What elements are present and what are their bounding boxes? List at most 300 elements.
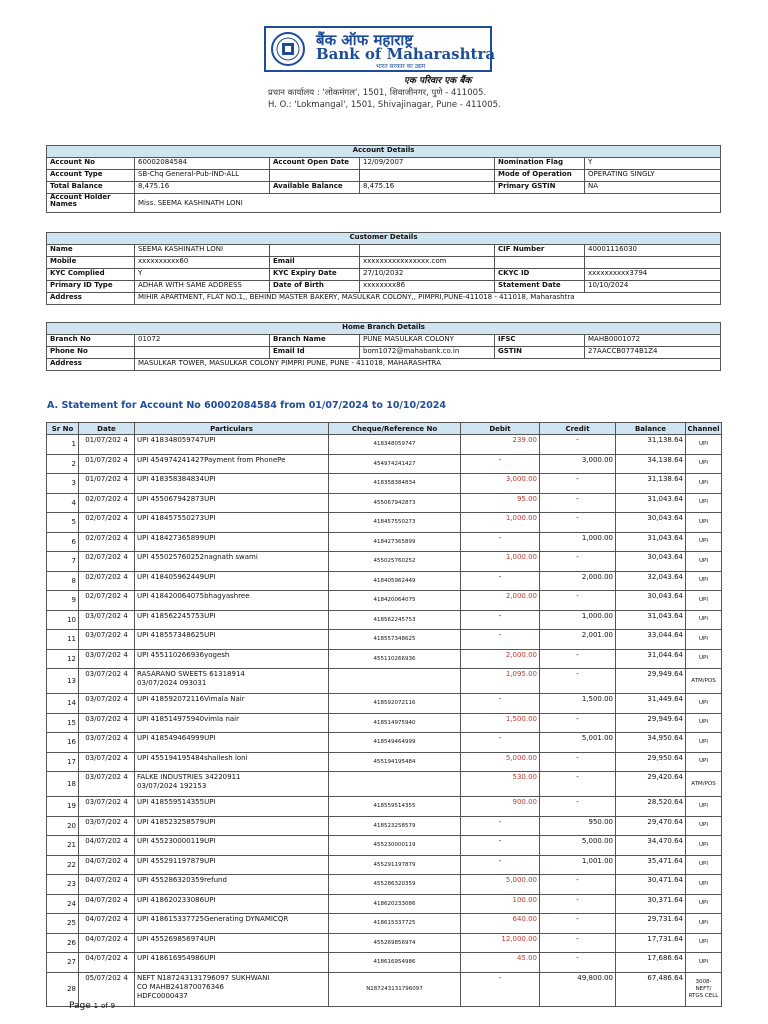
reference-no: 454974241427: [329, 454, 461, 474]
label: Account Open Date: [270, 158, 360, 170]
value: 8,475.16: [135, 182, 270, 194]
sr-no: 12: [47, 649, 79, 669]
table-row: [47, 610, 722, 630]
label: Email Id: [270, 347, 360, 359]
reference-no: 455025760252: [329, 552, 461, 572]
value: xxxxxxxx86: [360, 281, 495, 293]
credit: -: [540, 591, 616, 611]
label: Account No: [47, 158, 135, 170]
credit: -: [540, 933, 616, 953]
channel: UPI: [686, 532, 722, 552]
credit: -: [540, 493, 616, 513]
table-row: [47, 182, 721, 194]
value: SEEMA KASHINATH LONI: [135, 245, 270, 257]
table-row: [47, 894, 722, 914]
statement-title: A. Statement for Account No 60002084584 from 01/07/2024 to 10/10/2024: [47, 400, 447, 411]
txn-date: 03/07/202 4: [79, 649, 135, 669]
account-details-table: [46, 145, 721, 213]
value: 8,475.16: [360, 182, 495, 194]
bank-logo: [264, 26, 496, 72]
balance: 30,471.64: [616, 875, 686, 895]
value: [135, 347, 270, 359]
reference-no: 455230000119: [329, 836, 461, 856]
channel: UPI: [686, 610, 722, 630]
reference-no: 418427365899: [329, 532, 461, 552]
label: Total Balance: [47, 182, 135, 194]
sr-no: 14: [47, 694, 79, 714]
label: Name: [47, 245, 135, 257]
debit: -: [461, 836, 540, 856]
particulars: NEFT N187243131796097 SUKHWANI CO MAHB241870076346 HDFC0000437: [135, 972, 329, 1006]
table-row: [47, 914, 722, 934]
channel: UPI: [686, 933, 722, 953]
debit: -: [461, 855, 540, 875]
debit: -: [461, 816, 540, 836]
reference-no: 418523258579: [329, 816, 461, 836]
table-row: [47, 257, 721, 269]
table-row: [47, 649, 722, 669]
table-row: [47, 855, 722, 875]
customer-address: MIHIR APARTMENT, FLAT NO.1,, BEHIND MASTER BAKERY, MASULKAR COLONY,, PIMPRI,PUNE-411018 - 411018, Maharashtra: [135, 293, 721, 305]
table-row: [47, 669, 722, 694]
sr-no: 11: [47, 630, 79, 650]
credit: -: [540, 752, 616, 772]
label: KYC Complied: [47, 269, 135, 281]
value: xxxxxxxxxxxxxxxx.com: [360, 257, 495, 269]
column-header: Credit: [540, 423, 616, 435]
balance: 17,731.64: [616, 933, 686, 953]
column-header: Channel: [686, 423, 722, 435]
table-row: [47, 493, 722, 513]
debit: 1,000.00: [461, 552, 540, 572]
reference-no: 418358384834: [329, 474, 461, 494]
label: Account Holder Names: [47, 194, 135, 213]
bank-name-english: Bank of Maharashtra: [316, 45, 496, 63]
value: 01072: [135, 335, 270, 347]
table-row: [47, 552, 722, 572]
table-row: [47, 733, 722, 753]
channel: UPI: [686, 875, 722, 895]
particulars: UPI 418559514355UPI: [135, 797, 329, 817]
debit: 5,000.00: [461, 752, 540, 772]
sr-no: 18: [47, 772, 79, 797]
balance: 34,138.64: [616, 454, 686, 474]
particulars: UPI 418616954986UPI: [135, 953, 329, 973]
bank-seal-icon: [270, 31, 306, 67]
credit: 1,000.00: [540, 532, 616, 552]
credit: -: [540, 435, 616, 455]
channel: UPI: [686, 630, 722, 650]
reference-no: 455067942873: [329, 493, 461, 513]
branch-address: MASULKAR TOWER, MASULKAR COLONY PIMPRI PUNE, PUNE - 411018, MAHARASHTRA: [135, 359, 721, 371]
label: Email: [270, 257, 360, 269]
sr-no: 22: [47, 855, 79, 875]
value: 27AACCB0774B1Z4: [585, 347, 721, 359]
table-row: [47, 532, 722, 552]
label: Date of Birth: [270, 281, 360, 293]
table-row: [47, 630, 722, 650]
particulars: UPI 418562245753UPI: [135, 610, 329, 630]
txn-date: 04/07/202 4: [79, 894, 135, 914]
credit: 1,000.00: [540, 610, 616, 630]
value: Y: [585, 158, 721, 170]
column-header: Balance: [616, 423, 686, 435]
label: Address: [47, 293, 135, 305]
sr-no: 10: [47, 610, 79, 630]
txn-date: 04/07/202 4: [79, 953, 135, 973]
particulars: UPI 418523258579UPI: [135, 816, 329, 836]
sr-no: 2: [47, 454, 79, 474]
table-row: [47, 158, 721, 170]
channel: UPI: [686, 894, 722, 914]
sr-no: 15: [47, 713, 79, 733]
balance: 31,138.64: [616, 474, 686, 494]
channel: ATM/POS: [686, 772, 722, 797]
sr-no: 1: [47, 435, 79, 455]
branch-details-table: [46, 322, 721, 371]
channel: UPI: [686, 914, 722, 934]
credit: 2,000.00: [540, 571, 616, 591]
txn-date: 03/07/202 4: [79, 630, 135, 650]
particulars: UPI 454974241427Payment from PhonePe: [135, 454, 329, 474]
credit: 5,000.00: [540, 836, 616, 856]
customer-details-heading: Customer Details: [47, 233, 721, 245]
table-row: [47, 269, 721, 281]
debit: 640.00: [461, 914, 540, 934]
value: SB-Chq General-Pub-IND-ALL: [135, 170, 270, 182]
column-header: Debit: [461, 423, 540, 435]
reference-no: [329, 669, 461, 694]
value: xxxxxxxxxx60: [135, 257, 270, 269]
balance: 34,950.64: [616, 733, 686, 753]
txn-date: 03/07/202 4: [79, 694, 135, 714]
balance: 29,420.64: [616, 772, 686, 797]
credit: -: [540, 953, 616, 973]
txn-date: 02/07/202 4: [79, 591, 135, 611]
balance: 31,138.64: [616, 435, 686, 455]
reference-no: 418562245753: [329, 610, 461, 630]
table-row: [47, 245, 721, 257]
debit: -: [461, 454, 540, 474]
txn-date: 01/07/202 4: [79, 435, 135, 455]
reference-no: 418457550273: [329, 513, 461, 533]
column-header: Date: [79, 423, 135, 435]
reference-no: 418615337725: [329, 914, 461, 934]
channel: UPI: [686, 552, 722, 572]
debit: -: [461, 972, 540, 1006]
particulars: UPI 455269856974UPI: [135, 933, 329, 953]
balance: 30,371.64: [616, 894, 686, 914]
credit: -: [540, 552, 616, 572]
table-row: [47, 170, 721, 182]
table-row: [47, 953, 722, 973]
value: OPERATING SINGLY: [585, 170, 721, 182]
label: Branch No: [47, 335, 135, 347]
label: CKYC ID: [495, 269, 585, 281]
particulars: UPI 455194195484shailesh loni: [135, 752, 329, 772]
channel: UPI: [686, 474, 722, 494]
table-row: [47, 816, 722, 836]
table-row: [47, 347, 721, 359]
value: 12/09/2007: [360, 158, 495, 170]
value: 40001116030: [585, 245, 721, 257]
value: MAHB0001072: [585, 335, 721, 347]
credit: -: [540, 772, 616, 797]
particulars: UPI 418557348625UPI: [135, 630, 329, 650]
column-header: Cheque/Reference No: [329, 423, 461, 435]
particulars: UPI 455110266936yogesh: [135, 649, 329, 669]
label: Primary ID Type: [47, 281, 135, 293]
particulars: FALKE INDUSTRIES 34220911 03/07/2024 192153: [135, 772, 329, 797]
credit: -: [540, 649, 616, 669]
value: [360, 245, 495, 257]
table-row: [47, 933, 722, 953]
table-row: [47, 797, 722, 817]
table-row: [47, 435, 722, 455]
debit: -: [461, 610, 540, 630]
label: Mode of Operation: [495, 170, 585, 182]
value: [360, 170, 495, 182]
bank-name-hindi: बैंक ऑफ महाराष्ट्र: [316, 31, 414, 49]
table-row: [47, 281, 721, 293]
sr-no: 6: [47, 532, 79, 552]
label: Mobile: [47, 257, 135, 269]
txn-date: 03/07/202 4: [79, 816, 135, 836]
label: CIF Number: [495, 245, 585, 257]
value: bom1072@mahabank.co.in: [360, 347, 495, 359]
sr-no: 25: [47, 914, 79, 934]
particulars: UPI 418420064075bhagyashree: [135, 591, 329, 611]
channel: UPI: [686, 649, 722, 669]
particulars: UPI 418427365899UPI: [135, 532, 329, 552]
debit: 3,000.00: [461, 474, 540, 494]
table-row: [47, 293, 721, 305]
txn-date: 03/07/202 4: [79, 733, 135, 753]
reference-no: 455110266936: [329, 649, 461, 669]
credit: 1,500.00: [540, 694, 616, 714]
debit: 2,000.00: [461, 649, 540, 669]
channel: UPI: [686, 713, 722, 733]
head-office-english: H. O.: 'Lokmangal', 1501, Shivajinagar, Pune - 411005.: [268, 100, 501, 110]
value: 60002084584: [135, 158, 270, 170]
balance: 29,731.64: [616, 914, 686, 934]
reference-no: 455194195484: [329, 752, 461, 772]
particulars: UPI 418592072116Vimala Nair: [135, 694, 329, 714]
balance: 28,520.64: [616, 797, 686, 817]
particulars: UPI 455025760252nagnath swami: [135, 552, 329, 572]
balance: 30,043.64: [616, 591, 686, 611]
credit: 5,001.00: [540, 733, 616, 753]
balance: 29,470.64: [616, 816, 686, 836]
balance: 30,043.64: [616, 513, 686, 533]
balance: 17,686.64: [616, 953, 686, 973]
txn-date: 01/07/202 4: [79, 474, 135, 494]
value: PUNE MASULKAR COLONY: [360, 335, 495, 347]
statement-header-row: [47, 423, 722, 435]
particulars: UPI 418615337725Generating DYNAMICQR: [135, 914, 329, 934]
debit: 2,000.00: [461, 591, 540, 611]
balance: 31,043.64: [616, 610, 686, 630]
table-row: [47, 772, 722, 797]
balance: 35,471.64: [616, 855, 686, 875]
sr-no: 4: [47, 493, 79, 513]
sr-no: 20: [47, 816, 79, 836]
credit: -: [540, 474, 616, 494]
label: Nomination Flag: [495, 158, 585, 170]
sr-no: 23: [47, 875, 79, 895]
reference-no: 418420064075: [329, 591, 461, 611]
account-details-heading: Account Details: [47, 146, 721, 158]
reference-no: 418559514355: [329, 797, 461, 817]
channel: UPI: [686, 797, 722, 817]
balance: 31,449.64: [616, 694, 686, 714]
balance: 30,043.64: [616, 552, 686, 572]
credit: -: [540, 797, 616, 817]
table-row: [47, 335, 721, 347]
credit: 49,800.00: [540, 972, 616, 1006]
page-label: Page: [69, 1001, 91, 1011]
table-row: [47, 591, 722, 611]
credit: 1,001.00: [540, 855, 616, 875]
sr-no: 17: [47, 752, 79, 772]
table-row: [47, 836, 722, 856]
page-total: 9: [110, 1002, 116, 1010]
debit: 1,500.00: [461, 713, 540, 733]
label: IFSC: [495, 335, 585, 347]
balance: 32,043.64: [616, 571, 686, 591]
txn-date: 03/07/202 4: [79, 772, 135, 797]
channel: UPI: [686, 571, 722, 591]
credit: 2,001.00: [540, 630, 616, 650]
channel: UPI: [686, 953, 722, 973]
page-indicator: [69, 1001, 115, 1011]
column-header: Particulars: [135, 423, 329, 435]
credit: -: [540, 914, 616, 934]
reference-no: 418405962449: [329, 571, 461, 591]
debit: 5,000.00: [461, 875, 540, 895]
debit: 45.00: [461, 953, 540, 973]
reference-no: 455291197879: [329, 855, 461, 875]
reference-no: 455269856974: [329, 933, 461, 953]
label: Phone No: [47, 347, 135, 359]
credit: -: [540, 713, 616, 733]
debit: -: [461, 694, 540, 714]
debit: 239.00: [461, 435, 540, 455]
value: 27/10/2032: [360, 269, 495, 281]
debit: -: [461, 571, 540, 591]
txn-date: 04/07/202 4: [79, 836, 135, 856]
debit: 100.00: [461, 894, 540, 914]
value: [585, 257, 721, 269]
debit: 1,000.00: [461, 513, 540, 533]
channel: UPI: [686, 454, 722, 474]
reference-no: 418549464999: [329, 733, 461, 753]
txn-date: 03/07/202 4: [79, 797, 135, 817]
head-office-hindi: प्रधान कार्यालय : 'लोकमंगल', 1501, शिवाजीनगर, पुणे - 411005.: [268, 88, 487, 98]
sr-no: 27: [47, 953, 79, 973]
sr-no: 3: [47, 474, 79, 494]
txn-date: 02/07/202 4: [79, 552, 135, 572]
credit: -: [540, 875, 616, 895]
label: [270, 245, 360, 257]
table-row: [47, 571, 722, 591]
credit: -: [540, 669, 616, 694]
channel: UPI: [686, 836, 722, 856]
sr-no: 13: [47, 669, 79, 694]
label: Statement Date: [495, 281, 585, 293]
table-row: [47, 972, 722, 1006]
particulars: UPI 455286320359refund: [135, 875, 329, 895]
label: GSTIN: [495, 347, 585, 359]
txn-date: 02/07/202 4: [79, 513, 135, 533]
particulars: UPI 418457550273UPI: [135, 513, 329, 533]
particulars: UPI 455291197879UPI: [135, 855, 329, 875]
credit: 3,000.00: [540, 454, 616, 474]
debit: -: [461, 532, 540, 552]
balance: 31,044.64: [616, 649, 686, 669]
label: Account Type: [47, 170, 135, 182]
channel: UPI: [686, 694, 722, 714]
value: xxxxxxxxxx3794: [585, 269, 721, 281]
channel: UPI: [686, 733, 722, 753]
balance: 31,043.64: [616, 532, 686, 552]
debit: 900.00: [461, 797, 540, 817]
label: KYC Expiry Date: [270, 269, 360, 281]
balance: 67,486.64: [616, 972, 686, 1006]
debit: -: [461, 630, 540, 650]
debit: 1,095.00: [461, 669, 540, 694]
channel: UPI: [686, 513, 722, 533]
table-row: [47, 194, 721, 213]
bank-tagline: एक परिवार एक बैंक: [404, 76, 472, 86]
particulars: UPI 455067942873UPI: [135, 493, 329, 513]
reference-no: 418557348625: [329, 630, 461, 650]
debit: 530.00: [461, 772, 540, 797]
reference-no: 418616954986: [329, 953, 461, 973]
table-row: [47, 694, 722, 714]
particulars: UPI 455230000119UPI: [135, 836, 329, 856]
txn-date: 03/07/202 4: [79, 669, 135, 694]
value: 10/10/2024: [585, 281, 721, 293]
label: Branch Name: [270, 335, 360, 347]
balance: 29,950.64: [616, 752, 686, 772]
sr-no: 9: [47, 591, 79, 611]
reference-no: N187243131796097: [329, 972, 461, 1006]
table-row: [47, 474, 722, 494]
particulars: UPI 418620233086UPI: [135, 894, 329, 914]
particulars: UPI 418549464999UPI: [135, 733, 329, 753]
txn-date: 02/07/202 4: [79, 571, 135, 591]
particulars: UPI 418514975940vimla nair: [135, 713, 329, 733]
particulars: UPI 418405962449UPI: [135, 571, 329, 591]
txn-date: 04/07/202 4: [79, 875, 135, 895]
account-holder-name: Miss. SEEMA KASHINATH LONI: [135, 194, 721, 213]
table-row: [47, 513, 722, 533]
reference-no: 418620233086: [329, 894, 461, 914]
table-row: [47, 752, 722, 772]
label: Available Balance: [270, 182, 360, 194]
statement-body: [47, 435, 722, 1007]
balance: 31,043.64: [616, 493, 686, 513]
sr-no: 28: [47, 972, 79, 1006]
sr-no: 24: [47, 894, 79, 914]
txn-date: 04/07/202 4: [79, 914, 135, 934]
reference-no: 455286320359: [329, 875, 461, 895]
txn-date: 03/07/202 4: [79, 713, 135, 733]
reference-no: [329, 772, 461, 797]
particulars: RASARANO SWEETS 61318914 03/07/2024 093031: [135, 669, 329, 694]
txn-date: 01/07/202 4: [79, 454, 135, 474]
